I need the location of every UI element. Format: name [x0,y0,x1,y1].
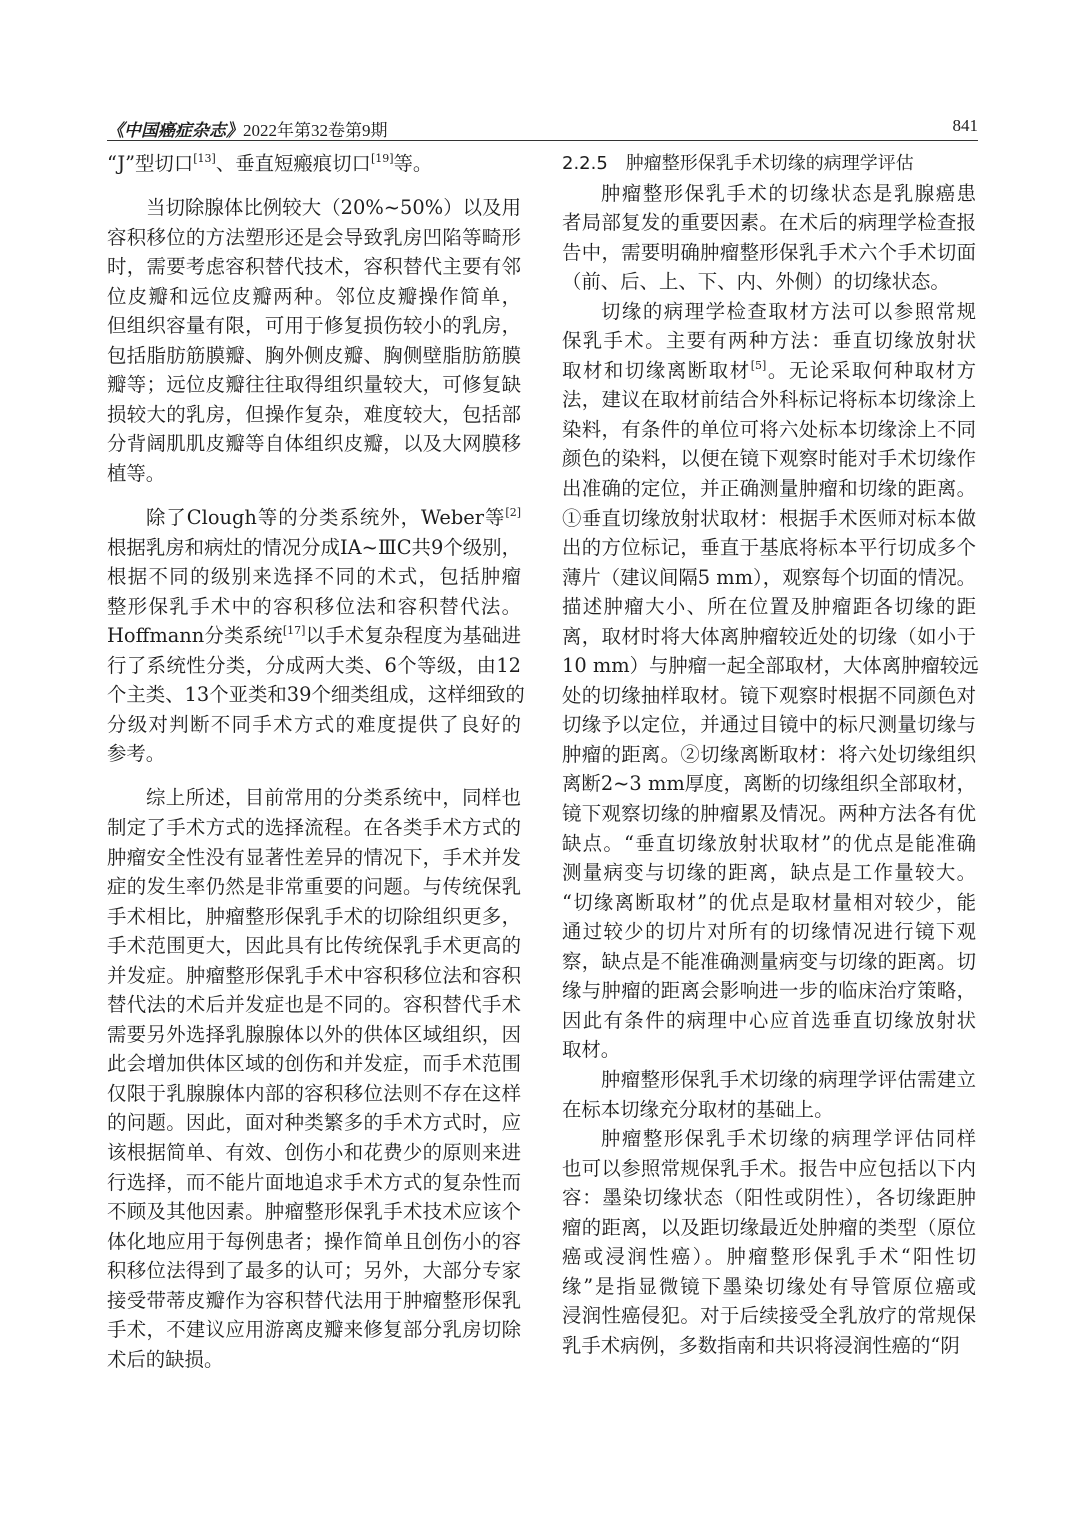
text-line [107,621,521,651]
text-line: 测量病变与切缘的距离，缺点是工作量较大。 [562,861,976,885]
text-line: 出准确的定位，并正确测量肿瘤和切缘的距离。 [562,477,976,501]
text-line: 浸润性癌侵犯。对于后续接受全乳放疗的常规保 [562,1304,976,1328]
text-line: 位皮瓣和远位皮瓣两种。邻位皮瓣操作简单， [107,284,521,308]
text-line: 时，需要考虑容积替代技术，容积替代主要有邻 [107,255,521,279]
text-line: 肿瘤整形保乳手术切缘的病理学评估需建立 [601,1067,976,1091]
text-line: 分背阔肌肌皮瓣等自体组织皮瓣，以及大网膜移 [107,432,521,456]
text-line: 通过较少的切片对所有的切缘情况进行镜下观 [562,920,976,944]
text-line: 手术范围更大，因此具有比传统保乳手术更高的 [107,934,521,958]
text-line: 综上所述，目前常用的分类系统中，同样也 [146,786,521,810]
text-line: 10 mm）与肿瘤一起全部取材，大体离肿瘤较远 [562,654,979,678]
text-line: 根据乳房和病灶的情况分成IA~ⅢC共9个级别， [107,535,521,559]
left-column [107,149,525,1374]
text-line: 但组织容量有限，可用于修复损伤较小的乳房， [107,314,521,338]
text-line: 分级对判断不同手术方式的难度提供了良好的 [107,712,521,736]
text-segment: 等。 [393,152,433,175]
text-line [562,356,976,386]
text-line: 体化地应用于每例患者；操作简单且创伤小的容 [107,1229,521,1253]
text-line: 法，建议在取材前结合外科标记将标本切缘涂上 [562,388,976,412]
text-line: 察，缺点是不能准确测量病变与切缘的距离。切 [562,949,976,973]
journal-citation [107,116,388,141]
paragraph [562,1065,976,1124]
section-heading [562,149,976,179]
text-line: 因此有条件的病理中心应首选垂直切缘放射状 [562,1008,976,1032]
text-line: 肿瘤的距离。②切缘离断取材：将六处切缘组织 [562,742,976,766]
text-line: “切缘离断取材”的优点是取材量相对较少，能 [562,890,976,914]
text-line: 容：墨染切缘状态（阳性或阴性），各切缘距肿 [562,1186,976,1210]
text-line: 当切除腺体比例较大（20%~50%）以及用 [146,196,521,220]
page-number: 841 [952,116,978,135]
text-line: 行选择，而不能片面地追求手术方式的复杂性而 [107,1170,521,1194]
text-line: 积移位法得到了最多的认可；另外，大部分专家 [107,1259,521,1283]
text-line: 手术，不建议应用游离皮瓣来修复部分乳房切除 [107,1318,521,1342]
paragraph [107,149,521,179]
text-line: 癌或浸润性癌）。肿瘤整形保乳手术“阳性切 [562,1245,976,1269]
text-line: 参考。 [107,742,166,766]
text-segment: 以手术复杂程度为基础进 [305,624,521,648]
text-line: 症的发生率仍然是非常重要的问题。与传统保乳 [107,875,521,899]
citation-reference: [2] [505,506,521,520]
paragraph [107,193,521,488]
text-line: 肿瘤整形保乳手术切缘的病理学评估同样 [601,1127,976,1151]
text-segment: 取材和切缘离断取材 [562,358,751,382]
text-line: 该根据简单、有效、创伤小和花费少的原则来进 [107,1141,521,1164]
text-line: 切缘的病理学检查取材方法可以参照常规 [601,299,976,323]
text-segment: 、垂直短瘢痕切口 [215,152,371,175]
text-line: 肿瘤整形保乳手术的切缘状态是乳腺癌患 [601,181,976,205]
text-line: 告中，需要明确肿瘤整形保乳手术六个手术切面 [562,240,976,264]
text-line: 损较大的乳房，但操作复杂，难度较大，包括部 [107,402,521,426]
text-line [107,149,521,179]
text-line: 接受带蒂皮瓣作为容积替代法用于肿瘤整形保乳 [107,1288,521,1312]
text-segment: 。无论采取何种取材方 [766,358,976,382]
text-line: 缺点。“垂直切缘放射状取材”的优点是能准确 [562,831,976,855]
text-line: 2.2.5 肿瘤整形保乳手术切缘的病理学评估 [562,153,914,174]
text-line: 乳手术病例，多数指南和共识将浸润性癌的“阴 [562,1333,960,1357]
text-line: 镜下观察切缘的肿瘤累及情况。两种方法各有优 [562,802,976,826]
text-line: 保乳手术。主要有两种方法：垂直切缘放射状 [562,329,976,353]
text-line: 此会增加供体区域的创伤和并发症，而手术范围 [107,1052,521,1076]
text-line: 处的切缘抽样取材。镜下观察时根据不同颜色对 [562,683,976,707]
text-line: 肿瘤安全性没有显著性差异的情况下，手术并发 [107,845,521,869]
citation-reference: [13] [193,152,216,165]
text-line: 术后的缺损。 [107,1347,224,1371]
running-header [107,114,978,141]
text-line: 手术相比，肿瘤整形保乳手术的切除组织更多， [107,904,521,928]
text-line: （前、后、上、下、内、外侧）的切缘状态。 [562,270,950,294]
citation-reference: [5] [750,358,767,372]
journal-title: 《中国癌症杂志》 [107,121,243,140]
text-line: 整形保乳手术中的容积移位法和容积替代法。 [107,594,521,618]
text-line: 不顾及其他因素。肿瘤整形保乳手术技术应该个 [107,1200,521,1224]
paragraph [107,783,521,1374]
text-line: 瘤的距离，以及距切缘最近处肿瘤的类型（原位 [562,1215,976,1239]
journal-issue: 2022年第32卷第9期 [243,121,388,140]
text-line: 染料，有条件的单位可将六处标本切缘涂上不同 [562,417,976,441]
text-line: 并发症。肿瘤整形保乳手术中容积移位法和容积 [107,963,521,987]
text-line: 包括脂肪筋膜瓣、胸外侧皮瓣、胸侧壁脂肪筋膜 [107,343,521,367]
text-line: 切缘予以定位，并通过目镜中的标尺测量切缘与 [562,713,976,737]
text-line: 离，取材时将大体离肿瘤较近处的切缘（如小于 [562,624,976,648]
text-line: 描述肿瘤大小、所在位置及肿瘤距各切缘的距 [562,595,976,619]
text-line: 在标本切缘充分取材的基础上。 [562,1097,834,1121]
text-line: 仅限于乳腺腺体内部的容积移位法则不存在这样 [107,1081,521,1105]
text-line: 个主类、13个亚类和39个细类组成，这样细致的 [107,683,525,707]
right-column [562,149,979,1360]
text-line: ①垂直切缘放射状取材：根据手术医师对标本做 [562,506,976,530]
text-line: 颜色的染料，以便在镜下观察时能对手术切缘作 [562,447,976,471]
text-segment: Hoffmann分类系统 [107,624,283,648]
text-line [107,503,521,533]
paragraph [562,1124,976,1360]
text-line: 离断2~3 mm厚度，离断的切缘组织全部取材， [562,772,976,796]
paragraph [562,297,979,1065]
text-line: 根据不同的级别来选择不同的术式，包括肿瘤 [107,565,521,589]
citation-reference: [17] [282,624,306,638]
text-line: 者局部复发的重要因素。在术后的病理学检查报 [562,211,976,235]
paragraph [107,503,525,769]
citation-reference: [19] [370,152,394,165]
text-line: 的问题。因此，面对种类繁多的手术方式时，应 [107,1111,521,1135]
text-line: 出的方位标记，垂直于基底将标本平行切成多个 [562,536,976,560]
paragraph [562,179,976,297]
text-line: 取材。 [562,1038,621,1062]
text-line: 需要另外选择乳腺腺体以外的供体区域组织，因 [107,1022,521,1046]
text-line: 缘”是指显微镜下墨染切缘处有导管原位癌或 [562,1274,976,1298]
text-line: 植等。 [107,461,166,485]
text-line: 替代法的术后并发症也是不同的。容积替代手术 [107,993,521,1017]
text-segment: 除了Clough等的分类系统外，Weber等 [146,506,506,530]
text-line: 行了系统性分类，分成两大类、6个等级，由12 [107,653,521,677]
text-segment: “J”型切口 [107,152,194,175]
text-line: 制定了手术方式的选择流程。在各类手术方式的 [107,815,521,839]
text-line: 薄片（建议间隔5 mm），观察每个切面的情况。 [562,565,976,589]
text-line: 也可以参照常规保乳手术。报告中应包括以下内 [562,1156,976,1180]
text-line: 容积移位的方法塑形还是会导致乳房凹陷等畸形 [107,225,521,249]
text-line: 缘与肿瘤的距离会影响进一步的临床治疗策略， [562,979,976,1003]
text-line: 瓣等；远位皮瓣往往取得组织量较大，可修复缺 [107,373,521,397]
